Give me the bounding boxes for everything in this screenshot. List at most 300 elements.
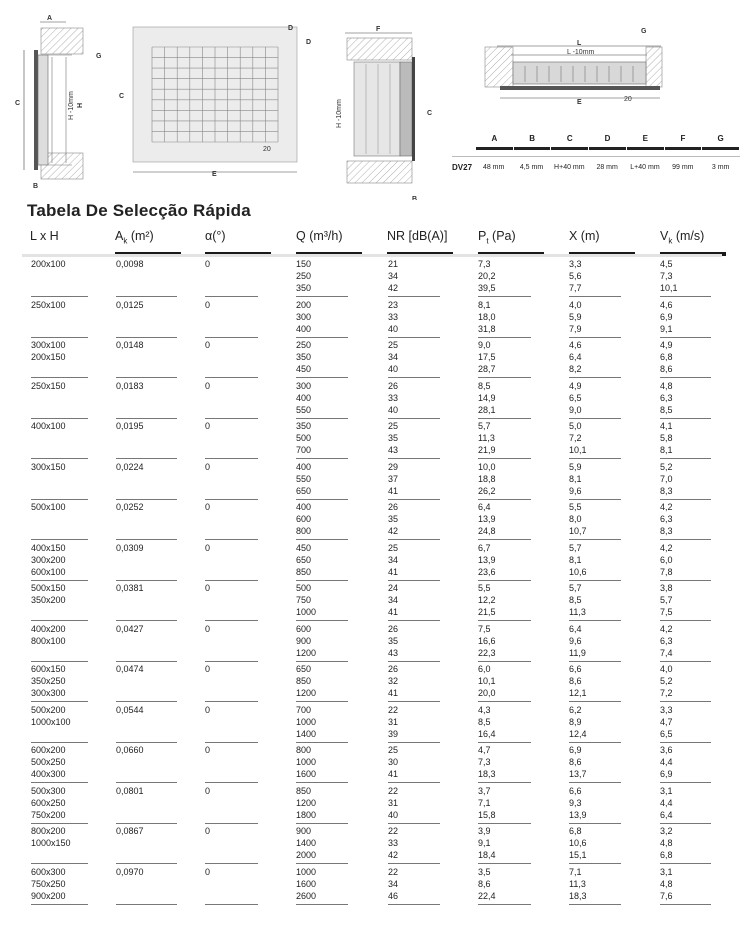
cell-underline <box>296 742 348 743</box>
cell-line: 12,1 <box>569 688 587 698</box>
cell-q <box>296 825 316 861</box>
cell-underline <box>388 499 440 500</box>
cell-underline <box>569 742 621 743</box>
cell-vk <box>660 299 673 335</box>
cell-nr <box>388 825 398 861</box>
cell-underline <box>388 701 440 702</box>
cell-underline <box>569 377 621 378</box>
cell-pt <box>478 825 496 861</box>
dimension-value: H+40 mm <box>554 164 585 171</box>
cell-ak: 0,0148 <box>116 340 144 350</box>
cell-line: 500x100 <box>31 502 66 512</box>
dimension-column-c: C <box>551 134 588 150</box>
cell-underline <box>31 863 88 864</box>
cell-line: 1400 <box>296 838 317 848</box>
dim-c-label-2: C <box>119 93 125 100</box>
cell-line: 8,3 <box>660 526 673 536</box>
header-pt: $P_t$ (Pa) <box>478 229 516 246</box>
cell-underline <box>296 620 348 621</box>
cell-underline <box>31 499 88 500</box>
cell-pt <box>478 866 496 902</box>
cell-line: 6,3 <box>660 635 673 646</box>
cell-ak: 0,0195 <box>116 421 144 431</box>
table-row <box>0 825 750 866</box>
cell-q <box>296 420 311 456</box>
cell-line: 600x200 <box>31 745 66 755</box>
cell-underline <box>296 823 348 824</box>
cell-pt <box>478 258 496 294</box>
dim-f-label: F <box>376 26 381 33</box>
plan-section-drawing <box>336 26 432 200</box>
cell-line: 13,7 <box>569 769 587 779</box>
cell-x <box>569 744 587 780</box>
cell-line: 7,6 <box>660 890 673 901</box>
cell-underline <box>296 863 348 864</box>
header-lxh: L x H <box>30 229 59 243</box>
cell-line: 34 <box>388 352 399 362</box>
cell-line: 43 <box>388 445 399 455</box>
cell-line: 350x200 <box>31 595 66 605</box>
cell-line: 6,3 <box>660 514 673 524</box>
cell-line: 650 <box>296 664 312 674</box>
cell-vk <box>660 461 673 497</box>
cell-line: 10,0 <box>478 461 496 472</box>
cell-line: 8,5 <box>478 716 491 727</box>
cell-line: 4,8 <box>660 878 673 889</box>
cell-line: 8,1 <box>478 299 491 310</box>
cell-alpha: 0 <box>205 259 211 269</box>
cell-line: 150 <box>296 259 312 269</box>
cell-underline <box>296 701 348 702</box>
cell-underline <box>569 701 621 702</box>
cell-line: 500x150 <box>31 583 66 593</box>
cell-line: 700 <box>296 704 312 715</box>
cell-line: 850 <box>296 566 312 577</box>
cell-vk <box>660 704 673 740</box>
cell-underline <box>205 661 258 662</box>
dimension-column-a: A <box>476 134 513 150</box>
cell-lxh <box>31 420 66 432</box>
cell-underline <box>205 904 258 905</box>
cell-underline <box>205 580 258 581</box>
cell-underline <box>569 620 621 621</box>
cell-line: 23,6 <box>478 566 496 577</box>
cell-alpha: 0 <box>205 623 211 634</box>
cell-underline <box>569 904 621 905</box>
cell-line: 8,1 <box>569 554 582 565</box>
cell-underline <box>478 337 531 338</box>
cell-line: 3,3 <box>660 704 673 715</box>
cell-line: 7,5 <box>660 607 673 617</box>
cell-line: 850 <box>296 676 312 686</box>
cell-line: 800x200 <box>31 826 66 836</box>
dimension-value: 3 mm <box>711 164 730 171</box>
cell-line: 18,0 <box>478 311 496 322</box>
front-view-drawing <box>119 25 311 178</box>
cell-alpha: 0 <box>205 542 211 553</box>
cell-line: 40 <box>388 364 399 374</box>
cell-underline <box>116 539 177 540</box>
cell-line: 400 <box>296 392 312 403</box>
cell-lxh <box>31 258 66 270</box>
cell-nr <box>388 420 398 456</box>
cell-underline <box>31 904 88 905</box>
cell-underline <box>660 782 711 783</box>
table-row <box>0 420 750 461</box>
table-row <box>0 663 750 704</box>
cell-ak: 0,0801 <box>116 785 144 796</box>
cell-lxh <box>31 704 71 728</box>
cell-line: 5,9 <box>569 461 582 472</box>
cell-underline <box>31 377 88 378</box>
cell-line: 1600 <box>296 878 317 889</box>
cell-line: 1200 <box>296 688 317 698</box>
dim-c-label: C <box>15 100 21 107</box>
dimension-value: L+40 mm <box>630 164 660 171</box>
cell-underline <box>478 782 531 783</box>
cell-underline <box>116 499 177 500</box>
cell-nr <box>388 582 398 618</box>
cell-line: 5,7 <box>660 595 673 605</box>
cell-vk <box>660 825 673 861</box>
cell-line: 32 <box>388 676 399 686</box>
dim-20-label-1: 20 <box>263 146 271 153</box>
cell-lxh <box>31 501 66 513</box>
cell-line: 6,0 <box>478 664 491 674</box>
cell-line: 10,7 <box>569 526 587 536</box>
cell-line: 8,6 <box>569 757 582 767</box>
cell-line: 18,4 <box>478 850 496 860</box>
cell-line: 7,0 <box>660 473 673 484</box>
cell-line: 8,2 <box>569 364 582 374</box>
cell-underline <box>478 661 531 662</box>
cell-underline <box>660 499 711 500</box>
cell-line: 9,0 <box>569 404 582 415</box>
cell-line: 250x100 <box>31 299 66 310</box>
cell-nr <box>388 785 398 821</box>
cell-lxh <box>31 542 66 578</box>
cell-line: 22 <box>388 826 399 836</box>
dimension-value: 4,5 mm <box>519 164 544 171</box>
cell-line: 450 <box>296 364 312 374</box>
cell-line: 34 <box>388 271 399 281</box>
cell-underline <box>31 620 88 621</box>
cell-line: 200 <box>296 299 312 310</box>
cell-line: 21 <box>388 259 399 269</box>
cell-line: 16,4 <box>478 728 496 739</box>
cell-underline <box>660 580 711 581</box>
cell-underline <box>296 904 348 905</box>
cell-line: 7,2 <box>660 688 673 698</box>
cell-underline <box>388 742 440 743</box>
dim-d-label-1: D <box>288 25 294 32</box>
cell-underline <box>660 904 711 905</box>
cell-line: 6,0 <box>660 554 673 565</box>
cell-line: 11,9 <box>569 647 586 658</box>
cell-pt <box>478 380 496 416</box>
cell-line: 6,9 <box>660 311 673 322</box>
cell-line: 40 <box>388 404 399 415</box>
cell-lxh <box>31 623 66 647</box>
cell-underline <box>388 863 440 864</box>
cell-line: 4,0 <box>569 299 582 310</box>
cell-line: 42 <box>388 850 399 860</box>
cell-x <box>569 785 587 821</box>
cell-line: 3,2 <box>660 826 673 836</box>
cell-underline <box>569 539 621 540</box>
dim-g-label-2: G <box>641 28 647 35</box>
cell-line: 5,6 <box>569 271 582 281</box>
dim-h-label: H <box>77 102 84 108</box>
cell-line: 10,6 <box>569 566 587 577</box>
cell-underline <box>205 742 258 743</box>
table-row <box>0 623 750 664</box>
cell-alpha: 0 <box>205 583 211 593</box>
cell-lxh <box>31 461 66 473</box>
cell-line: 20,2 <box>478 271 496 281</box>
cell-pt <box>478 623 496 659</box>
cell-line: 800x100 <box>31 635 66 646</box>
cell-line: 30 <box>388 757 399 767</box>
cell-line: 600x100 <box>31 566 66 577</box>
header-q: Q (m³/h) <box>296 229 343 243</box>
cell-line: 8,1 <box>660 445 673 455</box>
cell-underline <box>388 377 440 378</box>
cell-line: 10,1 <box>478 676 496 686</box>
cell-line: 5,7 <box>569 583 582 593</box>
header-x: X (m) <box>569 229 600 243</box>
cell-line: 500x300 <box>31 785 66 796</box>
cell-underline <box>569 661 621 662</box>
table-row <box>0 785 750 826</box>
cell-alpha: 0 <box>205 380 211 391</box>
cell-line: 16,6 <box>478 635 496 646</box>
cell-line: 41 <box>388 485 399 496</box>
cell-line: 14,9 <box>478 392 496 403</box>
cell-line: 6,8 <box>660 352 673 362</box>
cell-vk <box>660 623 673 659</box>
cell-line: 400 <box>296 323 312 334</box>
table-row <box>0 582 750 623</box>
cell-line: 600x300 <box>31 866 66 877</box>
cell-underline <box>478 418 531 419</box>
dim-d-label-2: D <box>306 39 312 46</box>
cell-line: 7,9 <box>569 323 582 334</box>
cell-alpha: 0 <box>205 866 211 877</box>
dim-g-label-1: G <box>96 53 102 60</box>
cell-line: 6,8 <box>569 826 582 836</box>
cell-line: 750 <box>296 595 312 605</box>
cell-underline <box>31 337 88 338</box>
cell-nr <box>388 501 398 537</box>
cell-lxh <box>31 380 66 392</box>
cell-line: 900x200 <box>31 890 66 901</box>
side-section-drawing <box>15 15 102 190</box>
cell-line: 41 <box>388 688 399 698</box>
cell-line: 7,3 <box>478 259 491 269</box>
cell-line: 400x100 <box>31 421 66 431</box>
cell-line: 850 <box>296 785 312 796</box>
cell-ak: 0,0544 <box>116 704 144 715</box>
cell-line: 6,5 <box>569 392 582 403</box>
cell-line: 8,5 <box>478 380 491 391</box>
cell-pt <box>478 420 496 456</box>
cell-nr <box>388 866 398 902</box>
cell-ak: 0,0660 <box>116 745 144 755</box>
cell-pt <box>478 461 496 497</box>
dimensions-row-label: DV27 <box>452 163 473 172</box>
cell-ak: 0,0125 <box>116 299 144 310</box>
cell-vk <box>660 744 673 780</box>
cell-underline <box>388 580 440 581</box>
cell-underline <box>296 661 348 662</box>
cell-line: 4,6 <box>569 340 582 350</box>
cell-pt <box>478 744 496 780</box>
cell-alpha: 0 <box>205 421 211 431</box>
dimension-column-f: F <box>665 134 702 150</box>
cell-line: 6,4 <box>569 352 582 362</box>
cell-underline <box>660 377 711 378</box>
cell-q <box>296 380 311 416</box>
cell-line: 400 <box>296 461 312 472</box>
cell-line: 400 <box>296 502 312 512</box>
cell-line: 5,2 <box>660 676 673 686</box>
dim-b-label-1: B <box>33 183 39 190</box>
cell-line: 3,5 <box>478 866 491 877</box>
cell-x <box>569 542 587 578</box>
dim-b-label-2: B <box>412 196 418 200</box>
cell-x <box>569 623 586 659</box>
cell-line: 300x100 <box>31 340 66 350</box>
cell-line: 25 <box>388 340 399 350</box>
cell-underline <box>478 539 531 540</box>
top-section-drawing <box>485 28 662 106</box>
cell-line: 21,5 <box>478 607 496 617</box>
cell-line: 350 <box>296 352 312 362</box>
cell-line: 200x150 <box>31 352 66 362</box>
cell-underline <box>296 296 348 297</box>
cell-line: 18,3 <box>478 769 496 779</box>
dimension-column-d: D <box>589 134 626 150</box>
cell-underline <box>31 661 88 662</box>
cell-pt <box>478 663 496 699</box>
cell-underline <box>388 823 440 824</box>
cell-line: 18,3 <box>569 890 587 901</box>
cell-line: 6,4 <box>569 623 582 634</box>
cell-line: 22 <box>388 704 399 715</box>
cell-underline <box>296 580 348 581</box>
cell-line: 25 <box>388 542 399 553</box>
cell-underline <box>116 661 177 662</box>
cell-line: 3,7 <box>478 785 491 796</box>
cell-line: 4,2 <box>660 502 673 512</box>
cell-x <box>569 866 587 902</box>
cell-nr <box>388 542 398 578</box>
cell-underline <box>388 337 440 338</box>
cell-underline <box>478 377 531 378</box>
cell-line: 13,9 <box>569 809 587 820</box>
cell-line: 43 <box>388 647 399 658</box>
cell-pt <box>478 339 496 375</box>
cell-underline <box>31 701 88 702</box>
cell-line: 350 <box>296 421 312 431</box>
cell-vk <box>660 258 678 294</box>
cell-line: 35 <box>388 635 399 646</box>
cell-underline <box>116 377 177 378</box>
table-row <box>0 744 750 785</box>
cell-vk <box>660 582 673 618</box>
cell-underline <box>569 782 621 783</box>
cell-line: 4,4 <box>660 797 673 808</box>
cell-x <box>569 501 587 537</box>
cell-line: 7,7 <box>569 283 582 293</box>
cell-line: 7,8 <box>660 566 673 577</box>
cell-line: 1200 <box>296 797 317 808</box>
cell-line: 33 <box>388 392 399 403</box>
cell-underline <box>569 863 621 864</box>
cell-line: 26 <box>388 502 399 512</box>
dim-e-label-1: E <box>212 171 217 178</box>
cell-line: 7,4 <box>660 647 673 658</box>
cell-underline <box>660 863 711 864</box>
table-row <box>0 339 750 380</box>
cell-line: 600x250 <box>31 797 66 808</box>
cell-q <box>296 582 316 618</box>
cell-ak: 0,0427 <box>116 623 144 634</box>
cell-q <box>296 866 316 902</box>
cell-line: 400x200 <box>31 623 66 634</box>
cell-line: 400x300 <box>31 769 66 779</box>
dimensions-value-row <box>452 156 740 172</box>
cell-x <box>569 258 582 294</box>
cell-line: 300x200 <box>31 554 66 565</box>
cell-line: 9,1 <box>478 838 491 848</box>
cell-underline <box>116 863 177 864</box>
cell-line: 22 <box>388 785 399 796</box>
cell-underline <box>660 701 711 702</box>
cell-underline <box>205 458 258 459</box>
cell-line: 2000 <box>296 850 317 860</box>
cell-line: 300x300 <box>31 688 66 698</box>
cell-underline <box>205 701 258 702</box>
table-row <box>0 866 750 907</box>
cell-line: 28,1 <box>478 404 496 415</box>
cell-line: 8,6 <box>478 878 491 889</box>
cell-line: 500x200 <box>31 704 66 715</box>
cell-underline <box>296 337 348 338</box>
cell-nr <box>388 744 398 780</box>
cell-line: 6,5 <box>660 728 673 739</box>
cell-line: 1400 <box>296 728 317 739</box>
cell-line: 3,9 <box>478 826 491 836</box>
cell-q <box>296 785 316 821</box>
cell-underline <box>116 782 177 783</box>
cell-line: 650 <box>296 485 312 496</box>
cell-alpha: 0 <box>205 745 211 755</box>
cell-pt <box>478 704 496 740</box>
cell-underline <box>116 823 177 824</box>
cell-q <box>296 623 316 659</box>
cell-line: 15,1 <box>569 850 587 860</box>
cell-line: 600 <box>296 514 312 524</box>
cell-line: 500 <box>296 433 312 443</box>
cell-underline <box>478 823 531 824</box>
cell-pt <box>478 501 496 537</box>
cell-line: 12,2 <box>478 595 496 605</box>
cell-underline <box>660 661 711 662</box>
table-row <box>0 501 750 542</box>
cell-underline <box>205 782 258 783</box>
